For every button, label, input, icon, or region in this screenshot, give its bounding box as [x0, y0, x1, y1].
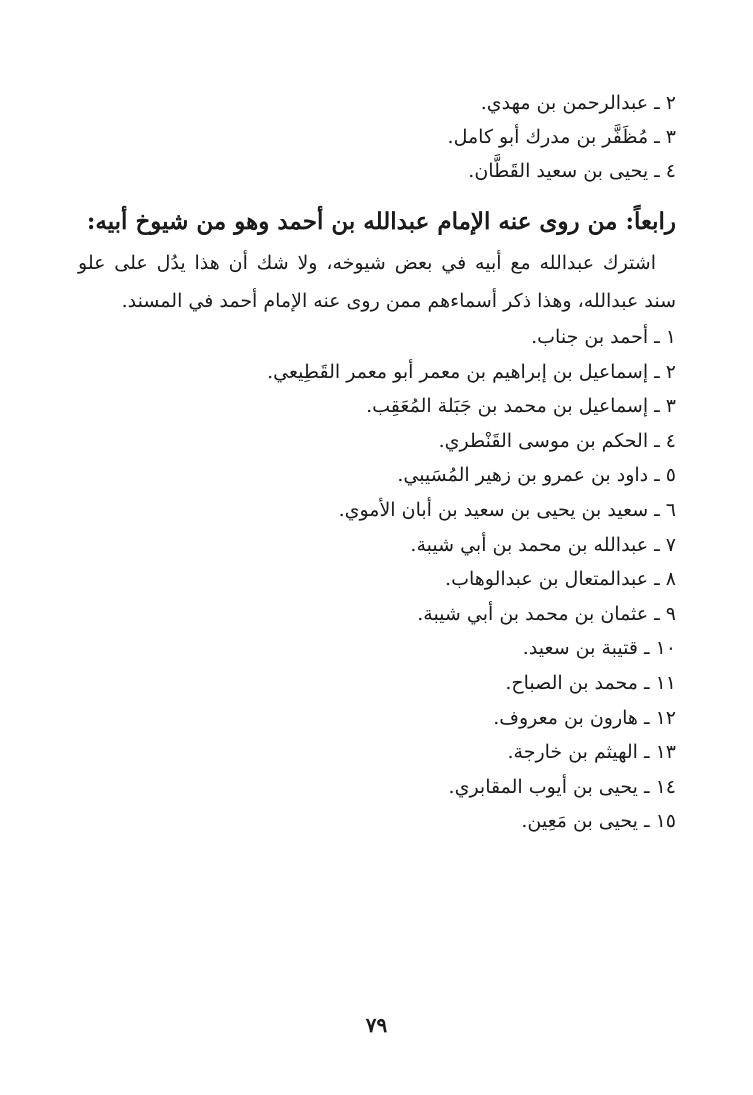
intro-paragraph	[78, 244, 676, 320]
teachers-list-continued	[78, 86, 676, 188]
list-item: ٦ ـ سعيد بن يحيى بن سعيد بن أبان الأموي.	[338, 498, 676, 521]
list-item: ١١ ـ محمد بن الصباح.	[505, 671, 676, 694]
shared-teachers-list	[78, 320, 676, 839]
section-heading: رابعاً: من روى عنه الإمام عبدالله بن أحمد وهو من شيوخ أبيه:	[86, 208, 676, 235]
list-item: ٣ ـ إسماعيل بن محمد بن جَبَلة المُعَقِب.	[366, 395, 676, 418]
list-item: ٨ ـ عبدالمتعال بن عبدالوهاب.	[445, 568, 676, 591]
list-item: ٣ ـ مُظَفَّر بن مدرك أبو كامل.	[447, 126, 676, 148]
intro-paragraph-text: اشترك عبدالله مع أبيه في بعض شيوخه، ولا شك أن هذا يدُل على علو سند عبدالله، وهذا ذكر أسماءهم ممن روى عنه الإمام أحمد في المسند.	[78, 252, 676, 312]
list-item: ٥ ـ داود بن عمرو بن زهير المُسَيبي.	[397, 464, 676, 487]
page-body	[78, 86, 676, 839]
list-item: ٧ ـ عبدالله بن محمد بن أبي شيبة.	[410, 533, 676, 556]
list-item: ٢ ـ إسماعيل بن إبراهيم بن معمر أبو معمر القَطِيعي.	[267, 360, 676, 383]
list-item: ١٥ ـ يحيى بن مَعِين.	[521, 810, 676, 833]
list-item: ١٠ ـ قتيبة بن سعيد.	[522, 637, 676, 660]
list-item: ٤ ـ يحيى بن سعيد القَطَّان.	[468, 160, 676, 182]
list-item: ٩ ـ عثمان بن محمد بن أبي شيبة.	[417, 602, 676, 625]
list-item: ١٢ ـ هارون بن معروف.	[493, 706, 676, 729]
list-item: ٤ ـ الحكم بن موسى القَنْطري.	[438, 429, 676, 452]
list-item: ١٣ ـ الهيثم بن خارجة.	[507, 741, 676, 764]
list-item: ٢ ـ عبدالرحمن بن مهدي.	[480, 92, 676, 114]
list-item: ١٤ ـ يحيى بن أيوب المقابري.	[448, 775, 676, 798]
page-number: ٧٩	[365, 1013, 388, 1037]
list-item: ١ ـ أحمد بن جناب.	[531, 326, 676, 348]
